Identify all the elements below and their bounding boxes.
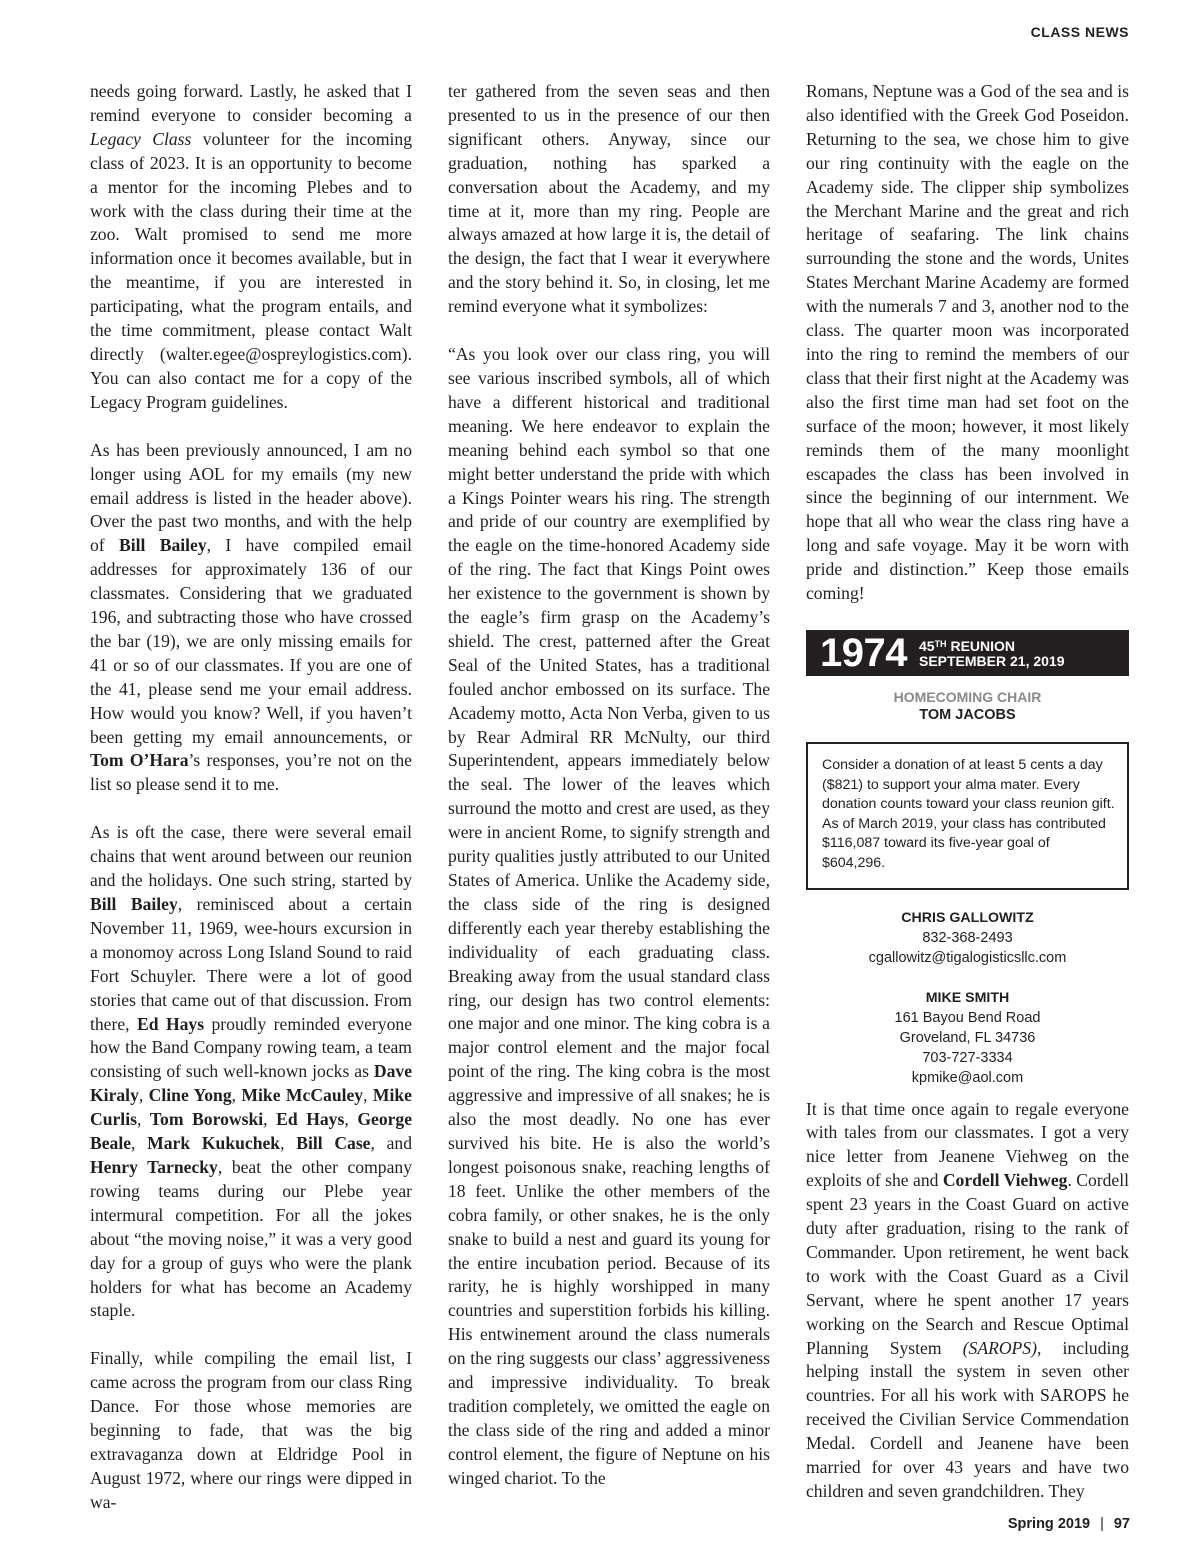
column-3	[806, 80, 1129, 1504]
italic-text: (SAROPS),	[962, 1337, 1042, 1358]
paragraph: As has been previously announced, I am no longer using AOL for my emails (my new email address is listed in the header above). Over the past two months, and with the help of Bill Bailey, I have compiled email addresses for approximately 136 of our classmates. Considering that we graduated 196, and subtracting those who have crossed the bar (19), we are only missing emails for 41 or so of our classmates. If you are one of the 41, please send me your email address. How would you know? Well, if you haven’t been getting my email announcements, or Tom O’Hara’s responses, you’re not on the list so please send it to me.	[90, 439, 412, 795]
donation-box: Consider a donation of at least 5 cents a day ($821) to support your alma mater. Every donation counts toward your class reunion gift. As of March 2019, your class has contributed $116,087 toward its five-year goal of $604,296.	[806, 742, 1129, 890]
chair-label: HOMECOMING CHAIR	[893, 688, 1042, 705]
classmate-name: George Beale	[90, 1109, 413, 1154]
column-2	[448, 80, 770, 1491]
chair-name: TOM JACOBS	[919, 706, 1016, 723]
paragraph: As is oft the case, there were several email chains that went around between our reunion and the holidays. One such string, started by Bill Bailey, reminisced about a certain November 11, 1969, wee-hours excursion in a monomoy across Long Island Sound to raid Fort Schuyler. There were a lot of good stories that came out of that discussion. From there, Ed Hays proudly reminded everyone how the Band Company rowing team, a team consisting of such well-known jocks as Dave Kiraly, Cline Yong, Mike McCauley, Mike Curlis, Tom Borowski, Ed Hays, George Beale, Mark Kukuchek, Bill Case, and Henry Tarnecky, beat the other company rowing teams during our Plebe year intermural competition. For all the jokes about “the moving noise,” it was a very good day for a group of guys who were the plank holders for what has become an Academy staple.	[90, 822, 413, 1321]
page-footer	[1008, 1516, 1130, 1532]
paragraph: Finally, while compiling the email list, I came across the program from our class Ring Dance. For those whose memories are beginning to fade, that was the big extravaganza down at Eldridge Pool in August 1972, where our rings were dipped in wa-	[90, 1348, 412, 1512]
italic-text: Legacy Class	[90, 128, 192, 149]
section-header: CLASS NEWS	[1030, 24, 1129, 40]
class-year: 1974	[820, 630, 907, 675]
classmate-name: Tom Borowski	[149, 1109, 264, 1130]
classmate-name: Cordell Viehweg	[942, 1170, 1068, 1191]
classmate-name: Bill Bailey	[119, 535, 207, 556]
classmate-name: Ed Hays	[137, 1013, 205, 1034]
ring-description-quote: “As you look over our class ring, you will see various inscribed symbols, all of which have a different historical and traditional meaning. We here endeavor to explain the meaning behind each symbol so that one might better understand the pride with which a Kings Pointer wears his ring. The strength and pride of our country are exemplified by the eagle on the time-honored Academy side of the ring. The fact that Kings Point owes her existence to the government is shown by the eagle’s firm grasp on the Academy’s shield. The crest, patterned after the Great Seal of the United States, has a traditional fouled anchor embossed on its surface. The Academy motto, Acta Non Verba, given to us by Rear Admiral RR McNulty, our third Superintendent, appears immediately below the seal. The lower of the leaves which surround the motto and crest are used, as they were in ancient Rome, to signify strength and purity qualities justly attributed to our United States of America. Unlike the Academy side, the class side of the ring is designed differently each year thereby establishing the individuality of each graduating class. Breaking away from the usual standard class ring, our design has two control elements: one major and one minor. The king cobra is a major control element and the major focal point of the ring. The king cobra is the most aggressive and impressive of all snakes; he is also the most deadly. No one has ever survived his bite. He is also the world’s longest poisonous snake, reaching lengths of 18 feet. Unlike the other members of the cobra family, or other snakes, he is the only snake to build a nest and guard its young for the entire incubation period. Because of its rarity, he is highly worshipped in many countries and superstition forbids his killing. His entwinement around the class numerals on the ring suggests our class’ aggressiveness and impressive individuality. To break tradition completely, we omitted the eagle on the class side of the ring and added a minor control element, the figure of Neptune on his winged chariot. To the	[448, 344, 770, 1488]
classmate-name: Bill Case	[296, 1133, 371, 1154]
contact-address: 161 Bayou Bend Road	[894, 1009, 1041, 1026]
contact-email[interactable]: kpmike@aol.com	[911, 1069, 1024, 1086]
class-year-banner	[806, 630, 1129, 676]
classmate-name: Cline Yong	[148, 1085, 232, 1106]
column-1	[90, 80, 412, 1515]
paragraph: ter gathered from the seven seas and then presented to us in the presence of our then significant others. Anyway, since our graduation, nothing has sparked a conversation about the Academy, and my time at it, more than my ring. People are always amazed at how large it is, the detail of the design, the fact that I wear it everywhere and the story behind it. So, in closing, let me remind everyone what it symbolizes:	[448, 81, 770, 317]
contact-name: CHRIS GALLOWITZ	[901, 909, 1034, 926]
classmate-name: Ed Hays	[276, 1109, 345, 1130]
classmate-name: Mike Curlis	[90, 1085, 412, 1130]
classmate-name: Dave Kiraly	[90, 1061, 412, 1106]
contact-name: MIKE SMITH	[925, 989, 1010, 1006]
contact-phone: 832-368-2493	[922, 929, 1013, 946]
separator: |	[1100, 1516, 1104, 1532]
paragraph: needs going forward. Lastly, he asked that I remind everyone to consider becoming a Legacy Class volunteer for the incoming class of 2023. It is an opportunity to become a mentor for the incoming Plebes and to work with the class during their time at the zoo. Walt promised to send me more information once it becomes available, but in the meantime, if you are interested in participating, what the program entails, and the time commitment, please contact Walt directly (walter.egee@ospreylogistics.com). You can also contact me for a copy of the Legacy Program guidelines.	[90, 81, 412, 412]
contact-chris-gallowitz	[806, 908, 1129, 968]
contact-mike-smith	[806, 988, 1129, 1088]
page-number: 97	[1113, 1516, 1130, 1532]
classmate-name: Tom O’Hara	[90, 750, 189, 771]
contact-phone: 703-727-3334	[922, 1049, 1013, 1066]
reunion-date: SEPTEMBER 21, 2019	[918, 652, 1065, 669]
classmate-name: Mike McCauley	[241, 1085, 364, 1106]
paragraph: Romans, Neptune was a God of the sea and is also identified with the Greek God Poseidon. Returning to the sea, we chose him to give our ring continuity with the eagle on the Academy side. The clipper ship symbolizes the Merchant Marine and the great and rich heritage of seafaring. The link chains surrounding the stone and the words, Unites States Merchant Marine Academy are formed with the numerals 7 and 3, another nod to the class. The quarter moon was incorporated into the ring to remind the members of our class that their first night at the Academy was also the first time man had set foot on the surface of the moon; however, it most likely reminds them of the many moonlight escapades the class has been involved in since the beginning of our internment. We hope that all who wear the class ring have a long and safe voyage. May it be worn with pride and distinction.” Keep those emails coming!	[806, 81, 1129, 604]
homecoming-chair	[806, 688, 1129, 724]
contact-city: Groveland, FL 34736	[899, 1029, 1036, 1046]
contact-email[interactable]: cgallowitz@tigalogisticsllc.com	[868, 949, 1067, 966]
issue-label: Spring 2019	[1007, 1516, 1091, 1532]
classmate-name: Henry Tarnecky	[90, 1156, 218, 1177]
reunion-info: 45TH REUNION SEPTEMBER 21, 2019	[918, 637, 1065, 669]
paragraph: It is that time once again to regale everyone with tales from our classmates. I got a very nice letter from Jeanene Viehweg on the exploits of she and Cordell Viehweg. Cordell spent 23 years in the Coast Guard on active duty after graduation, rising to the rank of Commander. Upon retirement, he went back to work with the Coast Guard as a Civil Servant, where he spent another 17 years working on the Search and Rescue Optimal Planning System (SAROPS), including helping install the system in seven other countries. For all his work with SAROPS he received the Civilian Service Commendation Medal. Cordell and Jeanene have been married for over 43 years and have two children and seven grandchildren. They	[806, 1098, 1130, 1501]
classmate-name: Bill Bailey	[90, 894, 178, 914]
classmate-name: Mark Kukuchek	[147, 1133, 281, 1154]
